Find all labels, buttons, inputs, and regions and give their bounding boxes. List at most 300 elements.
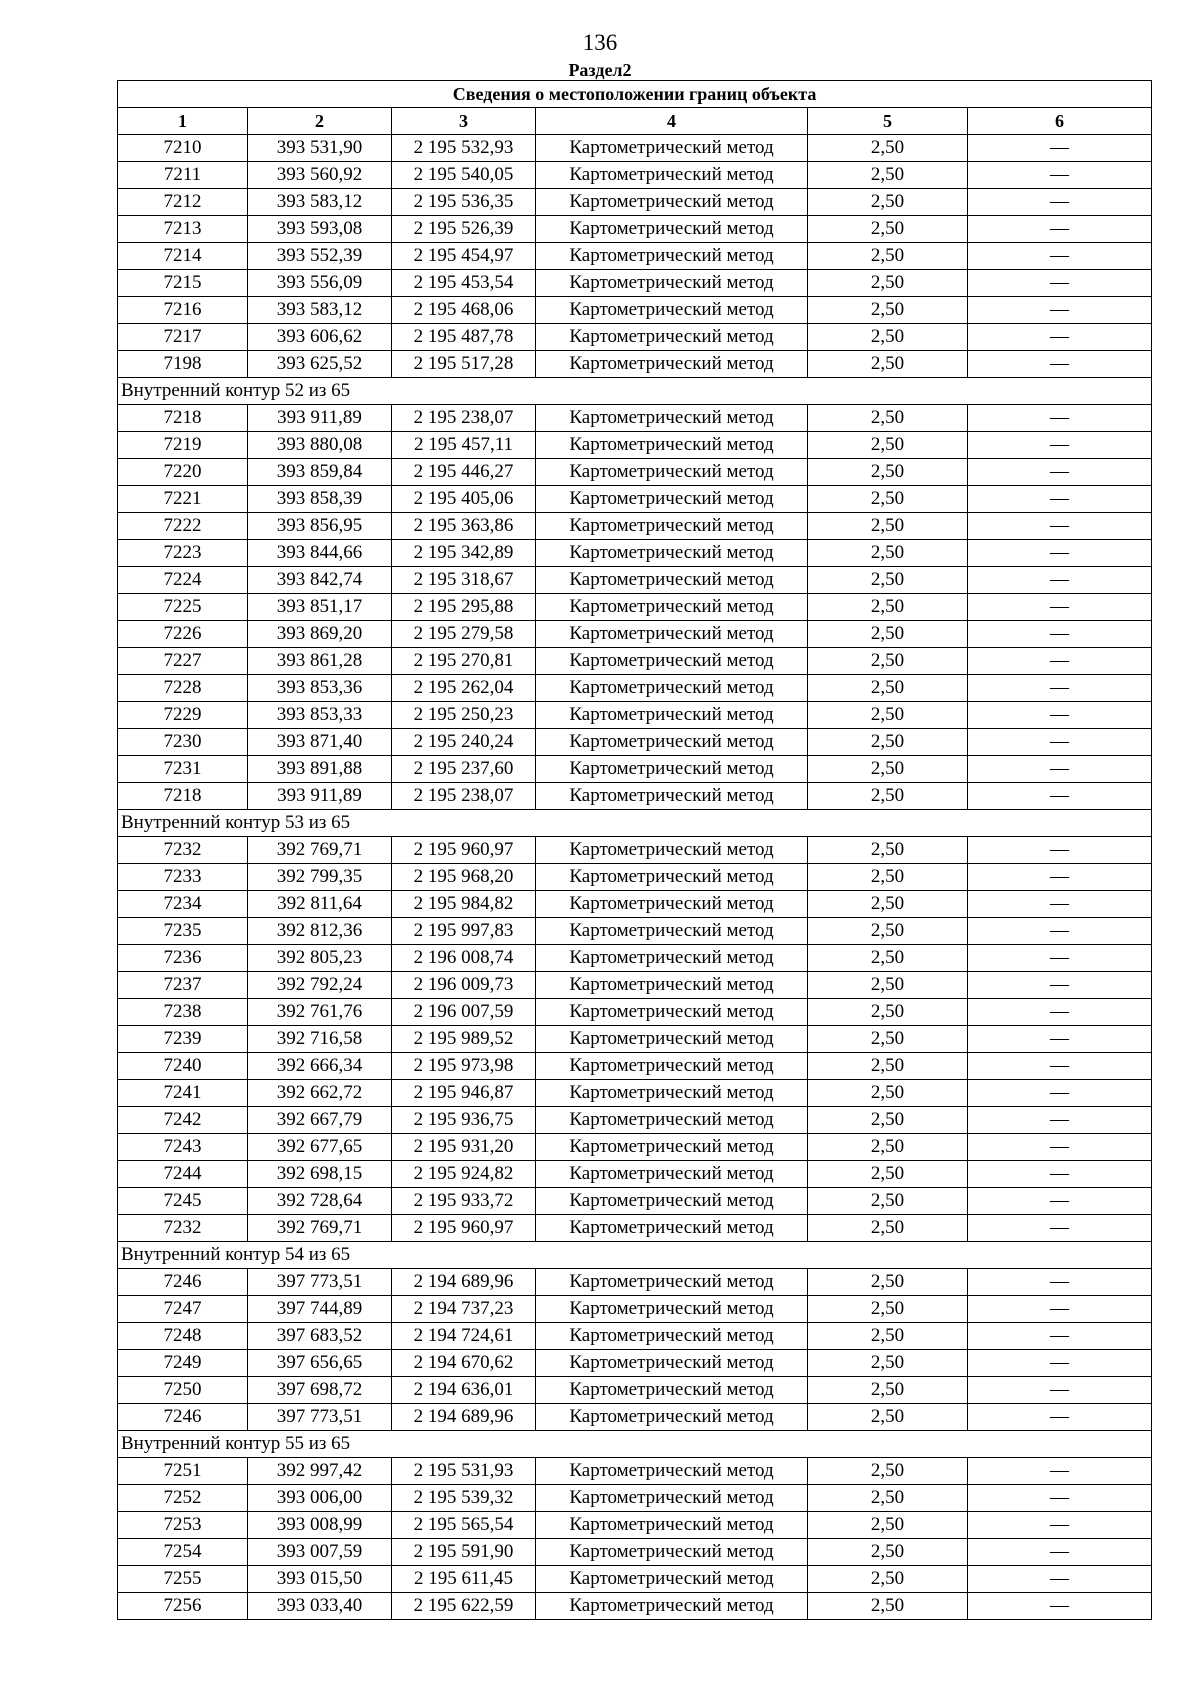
method-cell: Картометрический метод — [536, 1404, 808, 1431]
y-coordinate-cell: 2 195 936,75 — [392, 1107, 536, 1134]
method-cell: Картометрический метод — [536, 1512, 808, 1539]
description-cell: — — [968, 702, 1152, 729]
description-cell: — — [968, 1296, 1152, 1323]
description-cell: — — [968, 1215, 1152, 1242]
table-row — [118, 1323, 1152, 1350]
accuracy-cell: 2,50 — [808, 567, 968, 594]
x-coordinate-cell: 393 006,00 — [248, 1485, 392, 1512]
description-cell: — — [968, 1485, 1152, 1512]
x-coordinate-cell: 393 869,20 — [248, 621, 392, 648]
x-coordinate-cell: 392 812,36 — [248, 918, 392, 945]
method-cell: Картометрический метод — [536, 729, 808, 756]
point-number-cell: 7236 — [118, 945, 248, 972]
x-coordinate-cell: 393 856,95 — [248, 513, 392, 540]
boundary-coordinates-table — [117, 80, 1152, 1620]
table-row — [118, 1566, 1152, 1593]
y-coordinate-cell: 2 195 532,93 — [392, 135, 536, 162]
x-coordinate-cell: 397 744,89 — [248, 1296, 392, 1323]
accuracy-cell: 2,50 — [808, 1296, 968, 1323]
accuracy-cell: 2,50 — [808, 1269, 968, 1296]
point-number-cell: 7251 — [118, 1458, 248, 1485]
method-cell: Картометрический метод — [536, 567, 808, 594]
x-coordinate-cell: 393 851,17 — [248, 594, 392, 621]
table-row — [118, 864, 1152, 891]
point-number-cell: 7248 — [118, 1323, 248, 1350]
x-coordinate-cell: 393 560,92 — [248, 162, 392, 189]
x-coordinate-cell: 393 531,90 — [248, 135, 392, 162]
table-row — [118, 216, 1152, 243]
point-number-cell: 7217 — [118, 324, 248, 351]
y-coordinate-cell: 2 194 670,62 — [392, 1350, 536, 1377]
accuracy-cell: 2,50 — [808, 1458, 968, 1485]
y-coordinate-cell: 2 196 007,59 — [392, 999, 536, 1026]
point-number-cell: 7215 — [118, 270, 248, 297]
method-cell: Картометрический метод — [536, 1161, 808, 1188]
description-cell: — — [968, 1323, 1152, 1350]
point-number-cell: 7239 — [118, 1026, 248, 1053]
description-cell: — — [968, 513, 1152, 540]
x-coordinate-cell: 393 859,84 — [248, 459, 392, 486]
description-cell: — — [968, 1512, 1152, 1539]
description-cell: — — [968, 1080, 1152, 1107]
accuracy-cell: 2,50 — [808, 594, 968, 621]
accuracy-cell: 2,50 — [808, 189, 968, 216]
method-cell: Картометрический метод — [536, 945, 808, 972]
table-row — [118, 1512, 1152, 1539]
table-row — [118, 351, 1152, 378]
method-cell: Картометрический метод — [536, 135, 808, 162]
table-row — [118, 891, 1152, 918]
table-row — [118, 432, 1152, 459]
method-cell: Картометрический метод — [536, 1053, 808, 1080]
caption-row — [118, 81, 1152, 108]
x-coordinate-cell: 392 805,23 — [248, 945, 392, 972]
y-coordinate-cell: 2 195 960,97 — [392, 1215, 536, 1242]
description-cell: — — [968, 783, 1152, 810]
accuracy-cell: 2,50 — [808, 432, 968, 459]
table-row — [118, 1215, 1152, 1242]
accuracy-cell: 2,50 — [808, 675, 968, 702]
description-cell: — — [968, 432, 1152, 459]
x-coordinate-cell: 392 667,79 — [248, 1107, 392, 1134]
description-cell: — — [968, 297, 1152, 324]
page-number: 136 — [582, 30, 618, 55]
accuracy-cell: 2,50 — [808, 1080, 968, 1107]
y-coordinate-cell: 2 195 446,27 — [392, 459, 536, 486]
method-cell: Картометрический метод — [536, 972, 808, 999]
y-coordinate-cell: 2 196 009,73 — [392, 972, 536, 999]
description-cell: — — [968, 1566, 1152, 1593]
accuracy-cell: 2,50 — [808, 729, 968, 756]
contour-label: Внутренний контур 54 из 65 — [118, 1242, 1152, 1269]
table-row — [118, 459, 1152, 486]
x-coordinate-cell: 393 880,08 — [248, 432, 392, 459]
x-coordinate-cell: 393 606,62 — [248, 324, 392, 351]
method-cell: Картометрический метод — [536, 1485, 808, 1512]
table-row — [118, 486, 1152, 513]
table-row — [118, 1404, 1152, 1431]
table-row — [118, 1296, 1152, 1323]
x-coordinate-cell: 392 666,34 — [248, 1053, 392, 1080]
method-cell: Картометрический метод — [536, 216, 808, 243]
point-number-cell: 7254 — [118, 1539, 248, 1566]
method-cell: Картометрический метод — [536, 594, 808, 621]
y-coordinate-cell: 2 195 279,58 — [392, 621, 536, 648]
table-row — [118, 918, 1152, 945]
point-number-cell: 7234 — [118, 891, 248, 918]
point-number-cell: 7212 — [118, 189, 248, 216]
description-cell: — — [968, 675, 1152, 702]
description-cell: — — [968, 1458, 1152, 1485]
method-cell: Картометрический метод — [536, 1296, 808, 1323]
y-coordinate-cell: 2 195 536,35 — [392, 189, 536, 216]
point-number-cell: 7253 — [118, 1512, 248, 1539]
point-number-cell: 7231 — [118, 756, 248, 783]
accuracy-cell: 2,50 — [808, 135, 968, 162]
table-header — [118, 81, 1152, 135]
table-row — [118, 243, 1152, 270]
description-cell: — — [968, 891, 1152, 918]
accuracy-cell: 2,50 — [808, 513, 968, 540]
accuracy-cell: 2,50 — [808, 1350, 968, 1377]
description-cell: — — [968, 189, 1152, 216]
description-cell: — — [968, 270, 1152, 297]
x-coordinate-cell: 393 033,40 — [248, 1593, 392, 1620]
x-coordinate-cell: 393 593,08 — [248, 216, 392, 243]
x-coordinate-cell: 393 911,89 — [248, 783, 392, 810]
accuracy-cell: 2,50 — [808, 1053, 968, 1080]
x-coordinate-cell: 393 015,50 — [248, 1566, 392, 1593]
point-number-cell: 7235 — [118, 918, 248, 945]
method-cell: Картометрический метод — [536, 756, 808, 783]
accuracy-cell: 2,50 — [808, 405, 968, 432]
contour-label: Внутренний контур 53 из 65 — [118, 810, 1152, 837]
x-coordinate-cell: 392 799,35 — [248, 864, 392, 891]
accuracy-cell: 2,50 — [808, 1215, 968, 1242]
description-cell: — — [968, 135, 1152, 162]
point-number-cell: 7219 — [118, 432, 248, 459]
table-row — [118, 783, 1152, 810]
accuracy-cell: 2,50 — [808, 297, 968, 324]
x-coordinate-cell: 392 761,76 — [248, 999, 392, 1026]
contour-label: Внутренний контур 52 из 65 — [118, 378, 1152, 405]
column-number-row — [118, 108, 1152, 135]
column-number: 3 — [392, 108, 536, 135]
table-row — [118, 1539, 1152, 1566]
y-coordinate-cell: 2 195 984,82 — [392, 891, 536, 918]
accuracy-cell: 2,50 — [808, 621, 968, 648]
table-row — [118, 567, 1152, 594]
y-coordinate-cell: 2 195 946,87 — [392, 1080, 536, 1107]
x-coordinate-cell: 393 842,74 — [248, 567, 392, 594]
description-cell: — — [968, 999, 1152, 1026]
method-cell: Картометрический метод — [536, 1539, 808, 1566]
x-coordinate-cell: 393 007,59 — [248, 1539, 392, 1566]
point-number-cell: 7252 — [118, 1485, 248, 1512]
method-cell: Картометрический метод — [536, 783, 808, 810]
method-cell: Картометрический метод — [536, 702, 808, 729]
table-row — [118, 1377, 1152, 1404]
contour-label: Внутренний контур 55 из 65 — [118, 1431, 1152, 1458]
y-coordinate-cell: 2 195 262,04 — [392, 675, 536, 702]
point-number-cell: 7222 — [118, 513, 248, 540]
point-number-cell: 7223 — [118, 540, 248, 567]
table-row — [118, 621, 1152, 648]
method-cell: Картометрический метод — [536, 648, 808, 675]
table-row — [118, 1188, 1152, 1215]
point-number-cell: 7243 — [118, 1134, 248, 1161]
method-cell: Картометрический метод — [536, 1269, 808, 1296]
point-number-cell: 7232 — [118, 1215, 248, 1242]
x-coordinate-cell: 393 861,28 — [248, 648, 392, 675]
y-coordinate-cell: 2 195 968,20 — [392, 864, 536, 891]
y-coordinate-cell: 2 195 342,89 — [392, 540, 536, 567]
point-number-cell: 7218 — [118, 783, 248, 810]
method-cell: Картометрический метод — [536, 351, 808, 378]
point-number-cell: 7221 — [118, 486, 248, 513]
method-cell: Картометрический метод — [536, 270, 808, 297]
point-number-cell: 7226 — [118, 621, 248, 648]
description-cell: — — [968, 864, 1152, 891]
point-number-cell: 7246 — [118, 1404, 248, 1431]
accuracy-cell: 2,50 — [808, 1161, 968, 1188]
x-coordinate-cell: 392 769,71 — [248, 837, 392, 864]
y-coordinate-cell: 2 195 591,90 — [392, 1539, 536, 1566]
method-cell: Картометрический метод — [536, 1107, 808, 1134]
point-number-cell: 7244 — [118, 1161, 248, 1188]
accuracy-cell: 2,50 — [808, 1593, 968, 1620]
description-cell: — — [968, 1134, 1152, 1161]
point-number-cell: 7242 — [118, 1107, 248, 1134]
point-number-cell: 7255 — [118, 1566, 248, 1593]
accuracy-cell: 2,50 — [808, 783, 968, 810]
point-number-cell: 7220 — [118, 459, 248, 486]
y-coordinate-cell: 2 195 240,24 — [392, 729, 536, 756]
x-coordinate-cell: 397 683,52 — [248, 1323, 392, 1350]
accuracy-cell: 2,50 — [808, 702, 968, 729]
table-row — [118, 756, 1152, 783]
x-coordinate-cell: 392 662,72 — [248, 1080, 392, 1107]
point-number-cell: 7230 — [118, 729, 248, 756]
method-cell: Картометрический метод — [536, 486, 808, 513]
description-cell: — — [968, 162, 1152, 189]
method-cell: Картометрический метод — [536, 621, 808, 648]
x-coordinate-cell: 393 583,12 — [248, 297, 392, 324]
table-row — [118, 135, 1152, 162]
table-row — [118, 1080, 1152, 1107]
method-cell: Картометрический метод — [536, 837, 808, 864]
y-coordinate-cell: 2 195 611,45 — [392, 1566, 536, 1593]
method-cell: Картометрический метод — [536, 162, 808, 189]
point-number-cell: 7247 — [118, 1296, 248, 1323]
x-coordinate-cell: 393 552,39 — [248, 243, 392, 270]
description-cell: — — [968, 1350, 1152, 1377]
accuracy-cell: 2,50 — [808, 324, 968, 351]
point-number-cell: 7211 — [118, 162, 248, 189]
y-coordinate-cell: 2 195 973,98 — [392, 1053, 536, 1080]
x-coordinate-cell: 397 773,51 — [248, 1269, 392, 1296]
accuracy-cell: 2,50 — [808, 459, 968, 486]
x-coordinate-cell: 392 716,58 — [248, 1026, 392, 1053]
y-coordinate-cell: 2 194 737,23 — [392, 1296, 536, 1323]
description-cell: — — [968, 918, 1152, 945]
x-coordinate-cell: 393 844,66 — [248, 540, 392, 567]
x-coordinate-cell: 392 811,64 — [248, 891, 392, 918]
y-coordinate-cell: 2 195 468,06 — [392, 297, 536, 324]
accuracy-cell: 2,50 — [808, 1512, 968, 1539]
y-coordinate-cell: 2 195 989,52 — [392, 1026, 536, 1053]
point-number-cell: 7246 — [118, 1269, 248, 1296]
y-coordinate-cell: 2 195 622,59 — [392, 1593, 536, 1620]
y-coordinate-cell: 2 195 457,11 — [392, 432, 536, 459]
y-coordinate-cell: 2 195 997,83 — [392, 918, 536, 945]
x-coordinate-cell: 392 769,71 — [248, 1215, 392, 1242]
point-number-cell: 7245 — [118, 1188, 248, 1215]
method-cell: Картометрический метод — [536, 189, 808, 216]
accuracy-cell: 2,50 — [808, 1188, 968, 1215]
y-coordinate-cell: 2 195 295,88 — [392, 594, 536, 621]
accuracy-cell: 2,50 — [808, 864, 968, 891]
x-coordinate-cell: 397 773,51 — [248, 1404, 392, 1431]
description-cell: — — [968, 621, 1152, 648]
point-number-cell: 7216 — [118, 297, 248, 324]
table-body — [118, 135, 1152, 1620]
table-row — [118, 1458, 1152, 1485]
y-coordinate-cell: 2 195 238,07 — [392, 783, 536, 810]
description-cell: — — [968, 972, 1152, 999]
table-row — [118, 324, 1152, 351]
point-number-cell: 7210 — [118, 135, 248, 162]
description-cell: — — [968, 1026, 1152, 1053]
y-coordinate-cell: 2 195 363,86 — [392, 513, 536, 540]
point-number-cell: 7228 — [118, 675, 248, 702]
method-cell: Картометрический метод — [536, 513, 808, 540]
method-cell: Картометрический метод — [536, 1593, 808, 1620]
point-number-cell: 7232 — [118, 837, 248, 864]
method-cell: Картометрический метод — [536, 1026, 808, 1053]
x-coordinate-cell: 393 853,36 — [248, 675, 392, 702]
point-number-cell: 7214 — [118, 243, 248, 270]
y-coordinate-cell: 2 195 526,39 — [392, 216, 536, 243]
description-cell: — — [968, 216, 1152, 243]
x-coordinate-cell: 393 008,99 — [248, 1512, 392, 1539]
table-row — [118, 540, 1152, 567]
column-number: 5 — [808, 108, 968, 135]
table-row — [118, 1134, 1152, 1161]
y-coordinate-cell: 2 195 454,97 — [392, 243, 536, 270]
method-cell: Картометрический метод — [536, 297, 808, 324]
method-cell: Картометрический метод — [536, 432, 808, 459]
accuracy-cell: 2,50 — [808, 270, 968, 297]
contour-header-row — [118, 378, 1152, 405]
column-number: 1 — [118, 108, 248, 135]
description-cell: — — [968, 837, 1152, 864]
method-cell: Картометрический метод — [536, 1134, 808, 1161]
y-coordinate-cell: 2 195 565,54 — [392, 1512, 536, 1539]
method-cell: Картометрический метод — [536, 1566, 808, 1593]
point-number-cell: 7213 — [118, 216, 248, 243]
accuracy-cell: 2,50 — [808, 1539, 968, 1566]
method-cell: Картометрический метод — [536, 243, 808, 270]
x-coordinate-cell: 392 997,42 — [248, 1458, 392, 1485]
method-cell: Картометрический метод — [536, 324, 808, 351]
description-cell: — — [968, 1188, 1152, 1215]
accuracy-cell: 2,50 — [808, 1566, 968, 1593]
point-number-cell: 7229 — [118, 702, 248, 729]
accuracy-cell: 2,50 — [808, 486, 968, 513]
table-row — [118, 729, 1152, 756]
table-row — [118, 1107, 1152, 1134]
point-number-cell: 7241 — [118, 1080, 248, 1107]
x-coordinate-cell: 392 698,15 — [248, 1161, 392, 1188]
point-number-cell: 7198 — [118, 351, 248, 378]
y-coordinate-cell: 2 195 531,93 — [392, 1458, 536, 1485]
point-number-cell: 7240 — [118, 1053, 248, 1080]
y-coordinate-cell: 2 195 270,81 — [392, 648, 536, 675]
y-coordinate-cell: 2 195 250,23 — [392, 702, 536, 729]
table-row — [118, 162, 1152, 189]
accuracy-cell: 2,50 — [808, 999, 968, 1026]
x-coordinate-cell: 393 583,12 — [248, 189, 392, 216]
y-coordinate-cell: 2 195 960,97 — [392, 837, 536, 864]
method-cell: Картометрический метод — [536, 1377, 808, 1404]
y-coordinate-cell: 2 195 405,06 — [392, 486, 536, 513]
y-coordinate-cell: 2 195 931,20 — [392, 1134, 536, 1161]
table-row — [118, 972, 1152, 999]
table-row — [118, 999, 1152, 1026]
accuracy-cell: 2,50 — [808, 648, 968, 675]
point-number-cell: 7233 — [118, 864, 248, 891]
description-cell: — — [968, 1053, 1152, 1080]
x-coordinate-cell: 393 871,40 — [248, 729, 392, 756]
method-cell: Картометрический метод — [536, 1323, 808, 1350]
method-cell: Картометрический метод — [536, 1458, 808, 1485]
x-coordinate-cell: 393 891,88 — [248, 756, 392, 783]
y-coordinate-cell: 2 194 636,01 — [392, 1377, 536, 1404]
description-cell: — — [968, 486, 1152, 513]
accuracy-cell: 2,50 — [808, 216, 968, 243]
x-coordinate-cell: 397 698,72 — [248, 1377, 392, 1404]
description-cell: — — [968, 1161, 1152, 1188]
point-number-cell: 7225 — [118, 594, 248, 621]
accuracy-cell: 2,50 — [808, 1107, 968, 1134]
description-cell: — — [968, 945, 1152, 972]
x-coordinate-cell: 393 853,33 — [248, 702, 392, 729]
method-cell: Картометрический метод — [536, 1188, 808, 1215]
contour-header-row — [118, 1431, 1152, 1458]
table-row — [118, 405, 1152, 432]
y-coordinate-cell: 2 195 924,82 — [392, 1161, 536, 1188]
description-cell: — — [968, 459, 1152, 486]
y-coordinate-cell: 2 195 933,72 — [392, 1188, 536, 1215]
x-coordinate-cell: 393 911,89 — [248, 405, 392, 432]
x-coordinate-cell: 392 728,64 — [248, 1188, 392, 1215]
x-coordinate-cell: 393 858,39 — [248, 486, 392, 513]
y-coordinate-cell: 2 195 237,60 — [392, 756, 536, 783]
table-row — [118, 945, 1152, 972]
contour-header-row — [118, 1242, 1152, 1269]
point-number-cell: 7237 — [118, 972, 248, 999]
table-caption: Сведения о местоположении границ объекта — [118, 81, 1152, 108]
description-cell: — — [968, 1593, 1152, 1620]
description-cell: — — [968, 1107, 1152, 1134]
description-cell: — — [968, 243, 1152, 270]
description-cell: — — [968, 594, 1152, 621]
y-coordinate-cell: 2 196 008,74 — [392, 945, 536, 972]
accuracy-cell: 2,50 — [808, 1323, 968, 1350]
point-number-cell: 7256 — [118, 1593, 248, 1620]
method-cell: Картометрический метод — [536, 459, 808, 486]
